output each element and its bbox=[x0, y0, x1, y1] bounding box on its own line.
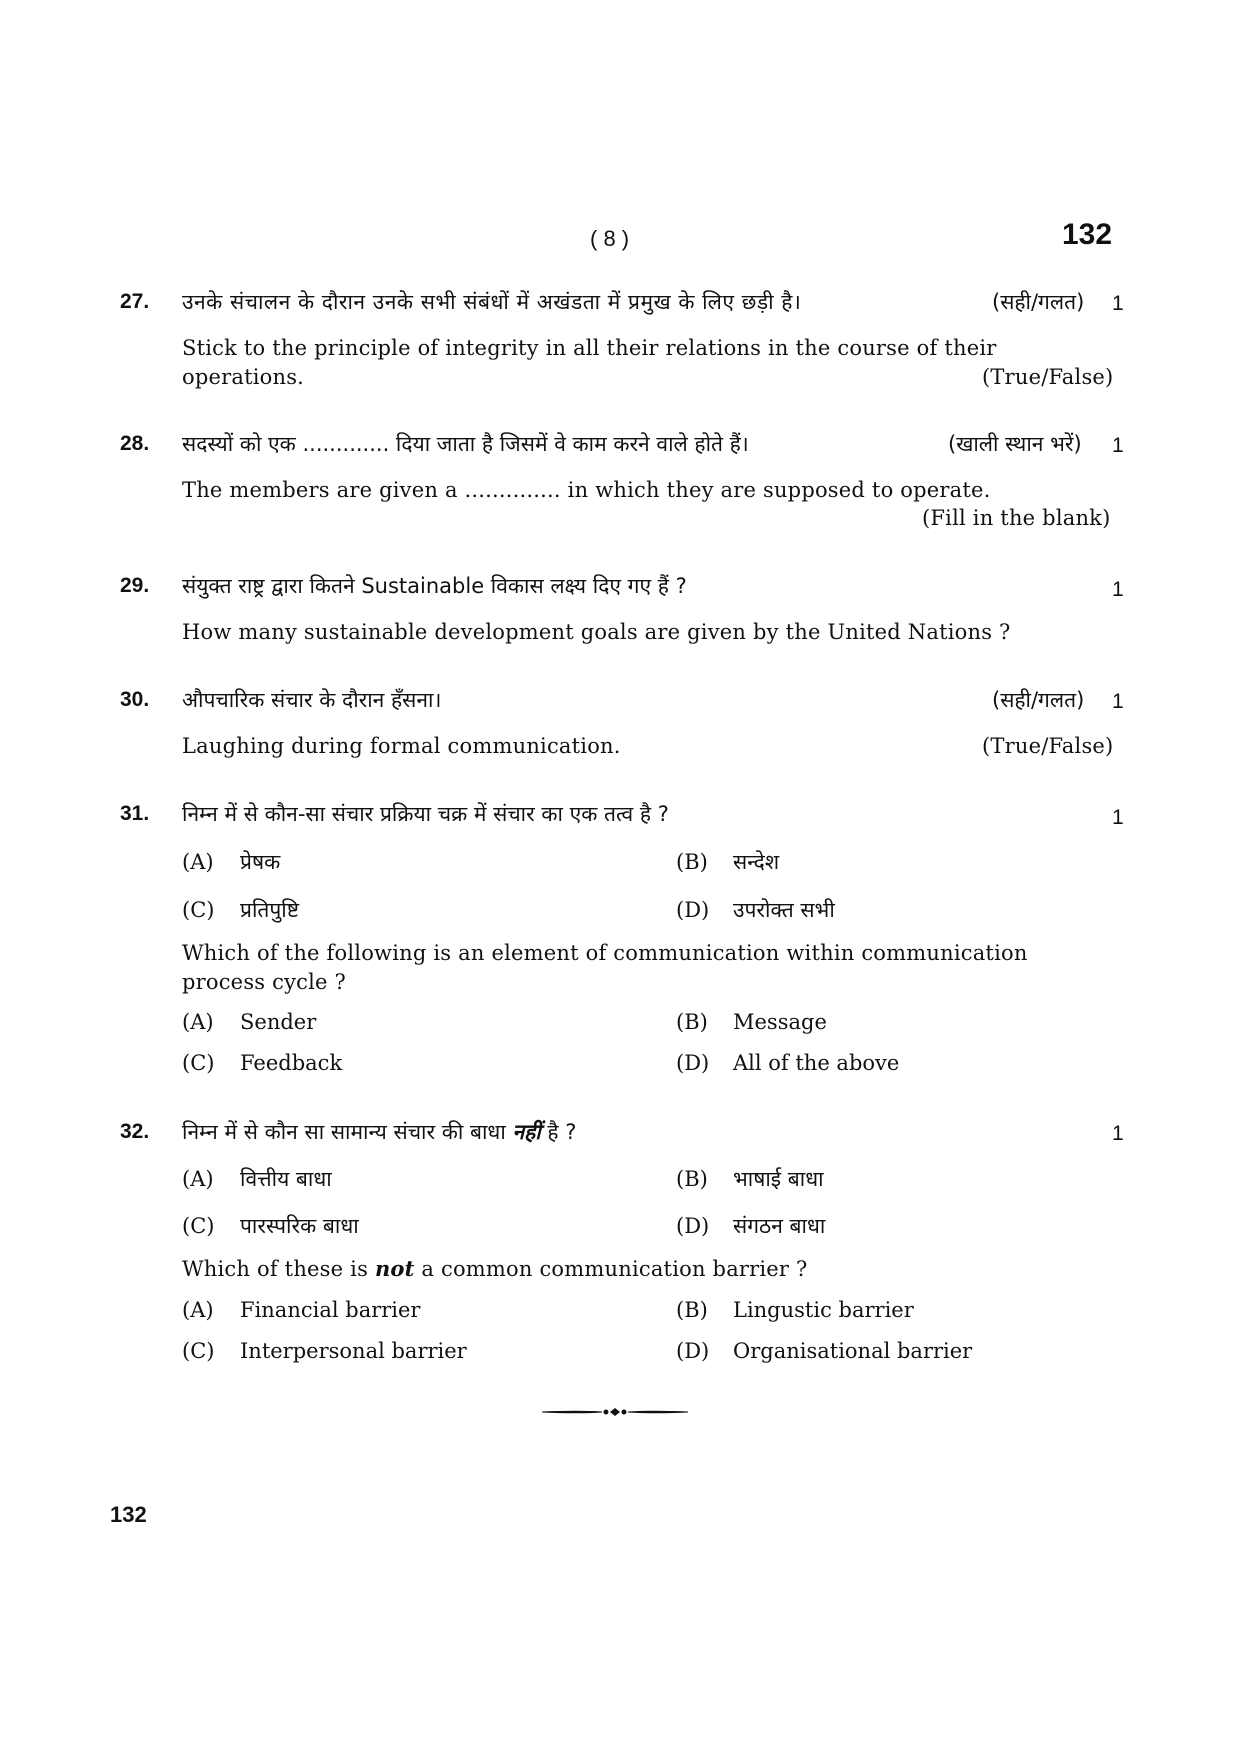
question-english-line1: Stick to the principle of integrity in all their relations in the course of their bbox=[182, 336, 997, 360]
option-english-b: Lingustic barrier bbox=[733, 1298, 914, 1322]
question-english-text: Laughing during formal communication. bbox=[182, 734, 621, 758]
question-english-before: Which of these is bbox=[182, 1257, 369, 1281]
question-number: 28. bbox=[120, 432, 150, 455]
option-letter: (B) bbox=[676, 850, 708, 874]
option-letter: (C) bbox=[182, 1339, 215, 1363]
question-english-type: (Fill in the blank) bbox=[922, 506, 1111, 530]
option-letter: (A) bbox=[182, 1167, 214, 1191]
question-hindi-text: उनके संचालन के दौरान उनके सभी संबंधों में अखंडता में प्रमुख के लिए छड़ी है। bbox=[182, 290, 802, 314]
question-english-line2: operations. bbox=[182, 365, 305, 389]
question-hindi-type: (खाली स्थान भरें) bbox=[948, 432, 1082, 456]
option-english-d: Organisational barrier bbox=[733, 1339, 973, 1363]
option-letter: (D) bbox=[676, 1339, 710, 1363]
option-english-a: Sender bbox=[240, 1010, 317, 1034]
question-english-text bbox=[182, 1256, 808, 1281]
question-hindi-text: सदस्यों को एक ............. दिया जाता है जिसमें वे काम करने वाले होते हैं। bbox=[182, 432, 749, 456]
question-hindi-text: निम्न में से कौन-सा संचार प्रक्रिया चक्र में संचार का एक तत्व है ? bbox=[182, 802, 669, 826]
option-letter: (B) bbox=[676, 1010, 708, 1034]
option-letter: (B) bbox=[676, 1298, 708, 1322]
question-hindi-text: संयुक्त राष्ट्र द्वारा कितने Sustainable विकास लक्ष्य दिए गए हैं ? bbox=[182, 574, 687, 598]
question-hindi-text: औपचारिक संचार के दौरान हँसना। bbox=[182, 688, 442, 712]
question-number: 29. bbox=[120, 574, 150, 597]
option-hindi-c: प्रतिपुष्टि bbox=[240, 898, 299, 922]
question-marks: 1 bbox=[1112, 434, 1124, 457]
option-english-d: All of the above bbox=[733, 1051, 900, 1075]
question-english-text: How many sustainable development goals are given by the United Nations ? bbox=[182, 620, 1011, 644]
option-letter: (D) bbox=[676, 1051, 710, 1075]
question-marks: 1 bbox=[1112, 1122, 1124, 1145]
option-letter: (D) bbox=[676, 1214, 710, 1238]
option-english-c: Interpersonal barrier bbox=[240, 1339, 467, 1363]
question-english-line1: Which of the following is an element of communication within communication bbox=[182, 941, 1028, 965]
question-english-emphasis: not bbox=[374, 1256, 415, 1281]
question-marks: 1 bbox=[1112, 292, 1124, 315]
option-hindi-d: संगठन बाधा bbox=[733, 1214, 826, 1238]
question-english-line2: process cycle ? bbox=[182, 970, 347, 994]
question-hindi-before: निम्न में से कौन सा सामान्य संचार की बाधा bbox=[182, 1120, 506, 1144]
option-english-b: Message bbox=[733, 1010, 827, 1034]
page-number: ( 8 ) bbox=[590, 226, 630, 251]
question-english-type: (True/False) bbox=[982, 365, 1114, 389]
question-number: 30. bbox=[120, 688, 150, 711]
option-hindi-a: वित्तीय बाधा bbox=[240, 1167, 332, 1191]
option-letter: (A) bbox=[182, 850, 214, 874]
option-hindi-c: पारस्परिक बाधा bbox=[240, 1214, 359, 1238]
question-english-after: a common communication barrier ? bbox=[421, 1257, 808, 1281]
question-number: 27. bbox=[120, 290, 150, 313]
question-hindi-emphasis: नहीं bbox=[512, 1120, 541, 1144]
question-marks: 1 bbox=[1112, 690, 1124, 713]
question-english-text: The members are given a .............. in which they are supposed to operate. bbox=[182, 478, 991, 502]
question-marks: 1 bbox=[1112, 806, 1124, 829]
option-letter: (C) bbox=[182, 1214, 215, 1238]
question-hindi-type: (सही/गलत) bbox=[992, 688, 1085, 712]
option-letter: (C) bbox=[182, 898, 215, 922]
option-letter: (B) bbox=[676, 1167, 708, 1191]
option-hindi-b: भाषाई बाधा bbox=[733, 1167, 824, 1191]
question-marks: 1 bbox=[1112, 578, 1124, 601]
option-hindi-d: उपरोक्त सभी bbox=[733, 898, 835, 922]
option-letter: (D) bbox=[676, 898, 710, 922]
option-hindi-b: सन्देश bbox=[733, 850, 780, 874]
paper-code-bottom: 132 bbox=[110, 1502, 147, 1527]
option-letter: (C) bbox=[182, 1051, 215, 1075]
option-english-a: Financial barrier bbox=[240, 1298, 421, 1322]
question-hindi-text bbox=[182, 1118, 576, 1146]
option-english-c: Feedback bbox=[240, 1051, 343, 1075]
paper-code-top: 132 bbox=[1062, 218, 1113, 251]
option-letter: (A) bbox=[182, 1298, 214, 1322]
question-english-type: (True/False) bbox=[982, 734, 1114, 758]
question-number: 32. bbox=[120, 1120, 150, 1143]
option-letter: (A) bbox=[182, 1010, 214, 1034]
question-hindi-type: (सही/गलत) bbox=[992, 290, 1085, 314]
end-ornament-divider bbox=[540, 1404, 690, 1420]
question-hindi-after: है ? bbox=[547, 1120, 577, 1144]
question-number: 31. bbox=[120, 802, 150, 825]
option-hindi-a: प्रेषक bbox=[240, 850, 281, 874]
